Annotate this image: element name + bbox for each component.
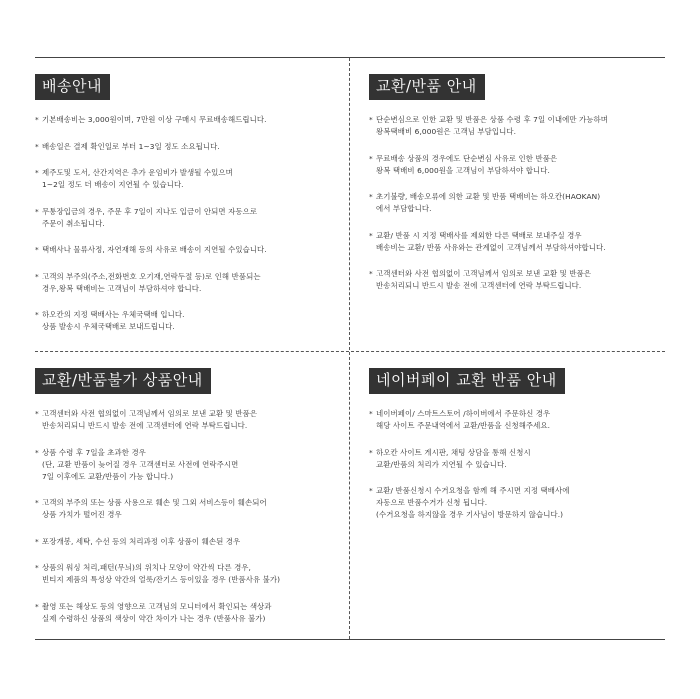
list-item: * 배송일은 결제 확인일로 부터 1~3일 정도 소요됩니다.: [35, 141, 340, 153]
list-item: * 초기불량, 배송오류에 의한 교환 및 반품 택배비는 하오칸(HAOKAN) 에서 부담합니다.: [369, 191, 669, 215]
list-item: * 하오칸 사이트 게시판, 채팅 상담을 통해 신청시 교환/반품의 처리가 지연될 수 있습니다.: [369, 447, 669, 471]
vertical-dashed-divider: [349, 58, 350, 639]
list-item: * 촬영 또는 해상도 등의 영향으로 고객님의 모니터에서 확인되는 색상과 실제 수령하신 상품의 색상이 약간 차이가 나는 경우 (반품사유 불가): [35, 601, 340, 625]
naverpay-return-section: [369, 368, 669, 536]
list-item: * 단순변심으로 인한 교환 및 반품은 상품 수령 후 7일 이내에만 가능하며 왕복택배비 6,000원은 고객님 부담입니다.: [369, 114, 669, 138]
list-item: * 네이버페이/ 스마트스토어 /하이버에서 주문하신 경우 해당 사이트 주문내역에서 교환/반품을 신청해주세요.: [369, 408, 669, 432]
list-item: * 기본배송비는 3,000원이며, 7만원 이상 구매시 무료배송해드립니다.: [35, 114, 340, 126]
list-item: * 교환/ 반품신청시 수거요청을 함께 해 주시면 지정 택배사에 자동으로 반품수거가 신청 됩니다. (수거요청을 하지않을 경우 기사님이 방문하지 않습니다.): [369, 485, 669, 521]
exchange-return-section: [369, 74, 669, 307]
non-returnable-list: [35, 408, 340, 625]
shipping-info-list: [35, 114, 340, 333]
naverpay-return-title: 네이버페이 교환 반품 안내: [369, 368, 565, 394]
exchange-return-title: 교환/반품 안내: [369, 74, 485, 100]
shipping-info-section: [35, 74, 340, 348]
list-item: * 하오칸의 지정 택배사는 우체국택배 입니다. 상품 발송시 우체국택배로 보내드립니다.: [35, 309, 340, 333]
list-item: * 고객센터와 사전 협의없이 고객님께서 임의로 보낸 교환 및 반품은 반송처리되니 반드시 발송 전에 고객센터에 연락 부탁드립니다.: [369, 268, 669, 292]
list-item: * 고객센터와 사전 협의없이 고객님께서 임의로 보낸 교환 및 반품은 반송처리되니 반드시 발송 전에 고객센터에 연락 부탁드립니다.: [35, 408, 340, 432]
list-item: * 고객의 부주의(주소,전화번호 오기재,연락두절 등)로 인해 반품되는 경우,왕복 택배비는 고객님이 부담하셔야 합니다.: [35, 271, 340, 295]
shipping-info-title: 배송안내: [35, 74, 110, 100]
bottom-border-line: [35, 639, 665, 640]
list-item: * 무통장입금의 경우, 주문 후 7일이 지나도 입금이 안되면 자동으로 주문이 취소됩니다.: [35, 206, 340, 230]
horizontal-dashed-divider: [35, 351, 665, 352]
non-returnable-title: 교환/반품불가 상품안내: [35, 368, 211, 394]
naverpay-return-list: [369, 408, 669, 521]
exchange-return-list: [369, 114, 669, 292]
list-item: * 상품 수령 후 7일을 초과한 경우 (단, 교환 반품이 늦어질 경우 고객센터로 사전에 연락주시면 7일 이후에도 교환/반품이 가능 합니다.): [35, 447, 340, 483]
non-returnable-section: [35, 368, 340, 639]
list-item: * 상품의 워싱 처리,패턴(무늬)의 위치나 모양이 약간씩 다른 경우, 빈티지 제품의 특성상 약간의 얼룩/잔기스 등이있을 경우 (반품사유 불가): [35, 562, 340, 586]
list-item: * 택배사나 물류사정, 자연재해 등의 사유로 배송이 지연될 수있습니다.: [35, 244, 340, 256]
list-item: * 제주도및 도서, 산간지역은 추가 운임비가 발생될 수있으며 1~2일 정도 더 배송이 지연될 수 있습니다.: [35, 167, 340, 191]
list-item: * 무료배송 상품의 경우에도 단순변심 사유로 인한 반품은 왕복 택배비 6,000원을 고객님이 부담하셔야 합니다.: [369, 153, 669, 177]
list-item: * 고객의 부주의 또는 상품 사용으로 훼손 및 그외 서비스등이 훼손되어 상품 가치가 떨어진 경우: [35, 497, 340, 521]
list-item: * 포장개봉, 세탁, 수선 등의 처리과정 이후 상품이 훼손된 경우: [35, 536, 340, 548]
list-item: * 교환/ 반품 시 지정 택배사를 제외한 다른 택배로 보내주실 경우 배송비는 교환/ 반품 사유와는 관계없이 고객님께서 부담하셔야합니다.: [369, 230, 669, 254]
top-border-line: [35, 57, 665, 58]
